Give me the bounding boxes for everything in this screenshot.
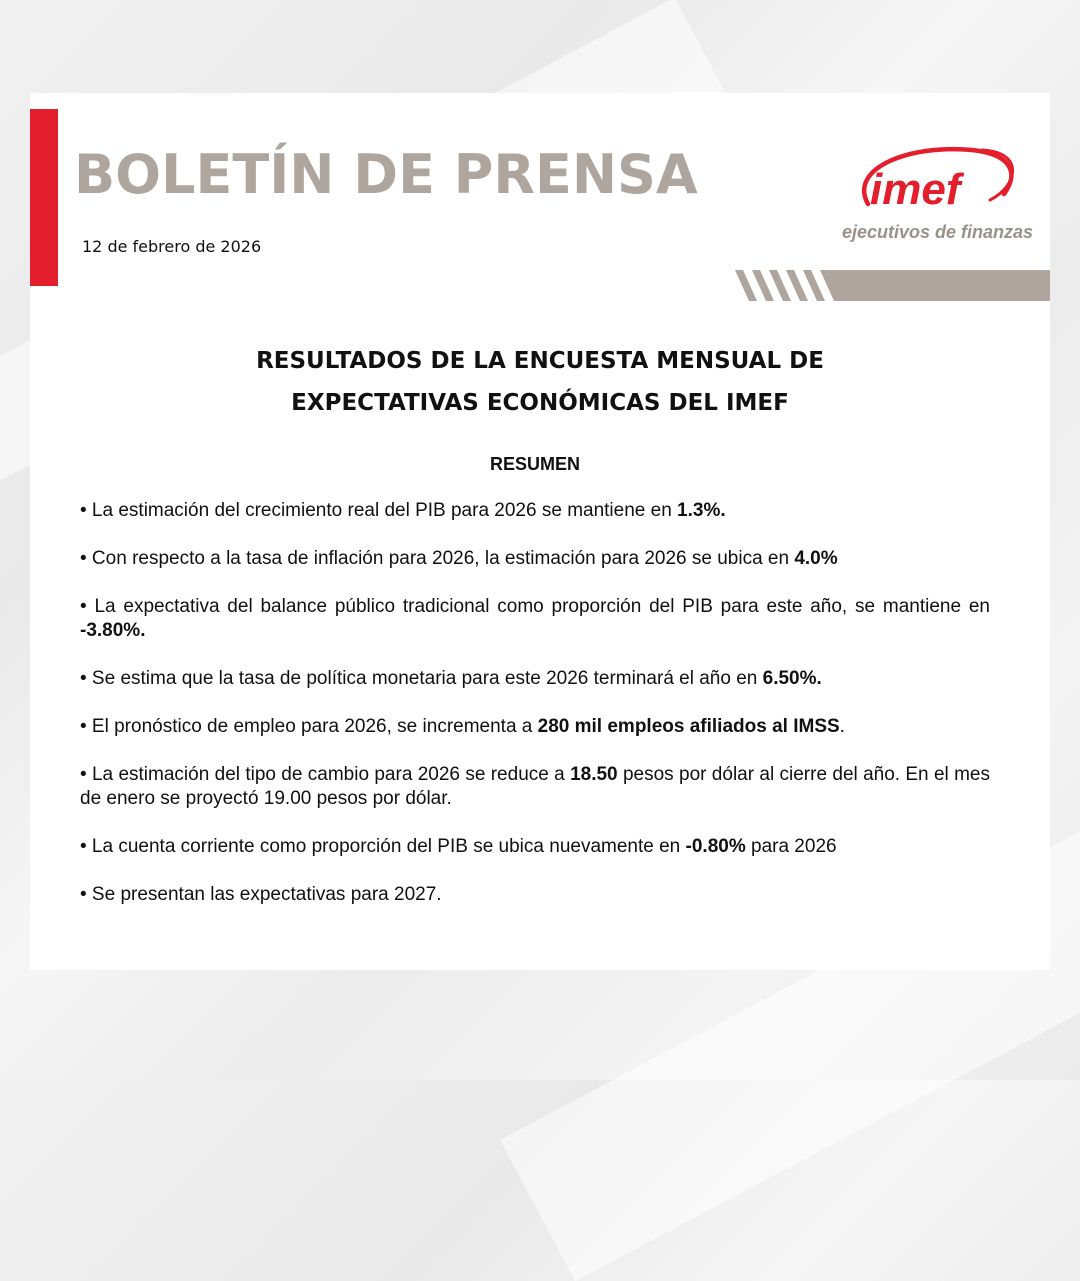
list-item: • La cuenta corriente como proporción del PIB se ubica nuevamente en -0.80% para 2026	[80, 836, 837, 857]
logo-tagline: ejecutivos de finanzas	[842, 222, 1034, 242]
list-item: • La expectativa del balance público tradicional como proporción del PIB para este año, se mantiene en -3.80%.	[80, 596, 990, 641]
document-title-line-2: EXPECTATIVAS ECONÓMICAS DEL IMEF	[291, 390, 789, 416]
bulletin-date: 12 de febrero de 2026	[82, 237, 262, 256]
list-item: • La estimación del crecimiento real del PIB para 2026 se mantiene en 1.3%.	[80, 500, 726, 521]
list-item: • Se presentan las expectativas para 2027.	[80, 884, 442, 905]
list-item: • Se estima que la tasa de política monetaria para este 2026 terminará el año en 6.50%.	[80, 668, 822, 689]
list-item: • Con respecto a la tasa de inflación para 2026, la estimación para 2026 se ubica en 4.0%	[80, 548, 838, 569]
document-title	[30, 340, 1050, 424]
red-accent-bar	[30, 109, 58, 286]
summary-heading: RESUMEN	[489, 454, 580, 474]
press-release-sheet	[30, 93, 1050, 970]
imef-logo	[840, 138, 1045, 248]
header-stripes	[735, 270, 1050, 301]
logo-wordmark: imef	[870, 165, 961, 214]
list-item: • La estimación del tipo de cambio para 2026 se reduce a 18.50 pesos por dólar al cierre del año. En el mes de enero se proyectó 19.00 pesos por dólar.	[80, 764, 990, 809]
document-title-line-1: RESULTADOS DE LA ENCUESTA MENSUAL DE	[256, 348, 824, 374]
summary-list	[80, 499, 990, 931]
list-item: • El pronóstico de empleo para 2026, se incrementa a 280 mil empleos afiliados al IMSS.	[80, 716, 845, 737]
bulletin-title: BOLETÍN DE PRENSA	[74, 143, 698, 206]
